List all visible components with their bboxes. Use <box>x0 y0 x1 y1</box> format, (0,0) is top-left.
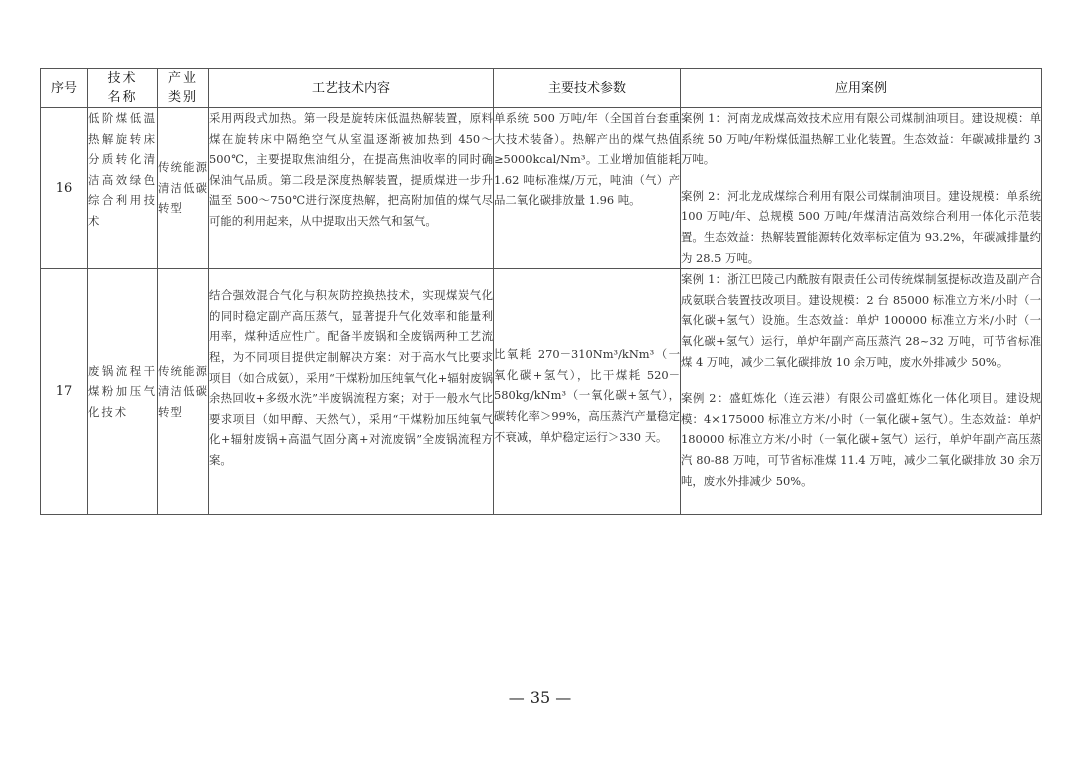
row-seq: 16 <box>41 108 88 269</box>
technology-table <box>40 68 1042 515</box>
header-params: 主要技术参数 <box>494 69 681 108</box>
table-header-row <box>41 69 1042 108</box>
row-process: 结合强效混合气化与积灰防控换热技术，实现煤炭气化的同时稳定副产高压蒸气，显著提升气化效率和能量利用率，煤种适应性广。配备半废锅和全废锅两种工艺流程，为不同项目提供定制解决方案：对于高水气比要求项目（如合成氨），采用“干煤粉加压纯氧气化+辐射废锅余热回收+多级水洗”半废锅流程方案；对于一般水气比要求项目（如甲醇、天然气），采用“干煤粉加压纯氧气化+辐射废锅+高温气固分离+对流废锅”全废锅流程方案。 <box>209 269 494 515</box>
table-row <box>41 108 1042 269</box>
row-params: 比氧耗 270－310Nm³/kNm³（一氧化碳+氢气），比干煤耗 520－580kg/kNm³（一氧化碳+氢气），碳转化率＞99%，高压蒸汽产量稳定不衰减，单炉稳定运行＞330 天。 <box>494 269 681 515</box>
row-cases <box>681 108 1042 269</box>
header-tech-name <box>88 69 158 108</box>
header-seq: 序号 <box>41 69 88 108</box>
header-cases: 应用案例 <box>681 69 1042 108</box>
case-1: 案例 1：河南龙成煤高效技术应用有限公司煤制油项目。建设规模：单系统 50 万吨/年粉煤低温热解工业化装置。生态效益：年碳减排量约 3 万吨。 <box>681 111 1041 167</box>
case-2: 案例 2：盛虹炼化（连云港）有限公司盛虹炼化一体化项目。建设规模：4×175000 标准立方米/小时（一氧化碳+氢气）。生态效益：单炉 180000 标准立方米/小时（一氧化碳+氢气）运行，单炉年副产高压蒸汽 80-88 万吨，可节省标准煤 11.4 万吨，减少二氧化碳排放 30 余万吨，废水外排减少 50%。 <box>681 391 1041 488</box>
row-cases <box>681 269 1042 515</box>
row-tech-name: 低阶煤低温热解旋转床分质转化清洁高效绿色综合利用技术 <box>88 108 158 269</box>
row-category: 传统能源清洁低碳转型 <box>158 269 209 515</box>
row-params: 单系统 500 万吨/年（全国首台套重大技术装备）。热解产出的煤气热值≥5000kcal/Nm³。工业增加值能耗 1.62 吨标准煤/万元，吨油（气）产品二氧化碳排放量 1.96 吨。 <box>494 108 681 269</box>
header-tech-name-text: 技术名称 <box>107 71 138 105</box>
header-category-text: 产业类别 <box>168 71 199 105</box>
row-process: 采用两段式加热。第一段是旋转床低温热解装置，原料煤在旋转床中隔绝空气从室温逐渐被加热到 450～500℃，主要提取焦油组分，在提高焦油收率的同时确保油气品质。第二段是深度热解装置，提质煤进一步升温至 500～750℃进行深度热解，把高附加值的煤气尽可能的利用起来，从中提取出天然气和氢气。 <box>209 108 494 269</box>
page-number: — 35 — <box>508 688 572 707</box>
header-category <box>158 69 209 108</box>
row-tech-name: 废锅流程干煤粉加压气化技术 <box>88 269 158 515</box>
row-category: 传统能源清洁低碳转型 <box>158 108 209 269</box>
header-process: 工艺技术内容 <box>209 69 494 108</box>
case-2: 案例 2：河北龙成煤综合利用有限公司煤制油项目。建设规模：单系统 100 万吨/年、总规模 500 万吨/年煤清洁高效综合利用一体化示范装置。生态效益：热解装置能源转化效率标定值为 93.2%，年碳减排量约为 28.5 万吨。 <box>681 188 1041 265</box>
row-seq: 17 <box>41 269 88 515</box>
table-row <box>41 269 1042 515</box>
case-1: 案例 1：浙江巴陵己内酰胺有限责任公司传统煤制氢提标改造及副产合成氨联合装置技改项目。建设规模：2 台 85000 标准立方米/小时（一氧化碳+氢气）设施。生态效益：单炉 100000 标准立方米/小时（一氧化碳+氢气）运行，单炉年副产高压蒸汽 28~32 万吨，可节省标准煤 4 万吨，减少二氧化碳排放 10 余万吨，废水外排减少 50%。 <box>681 272 1041 369</box>
